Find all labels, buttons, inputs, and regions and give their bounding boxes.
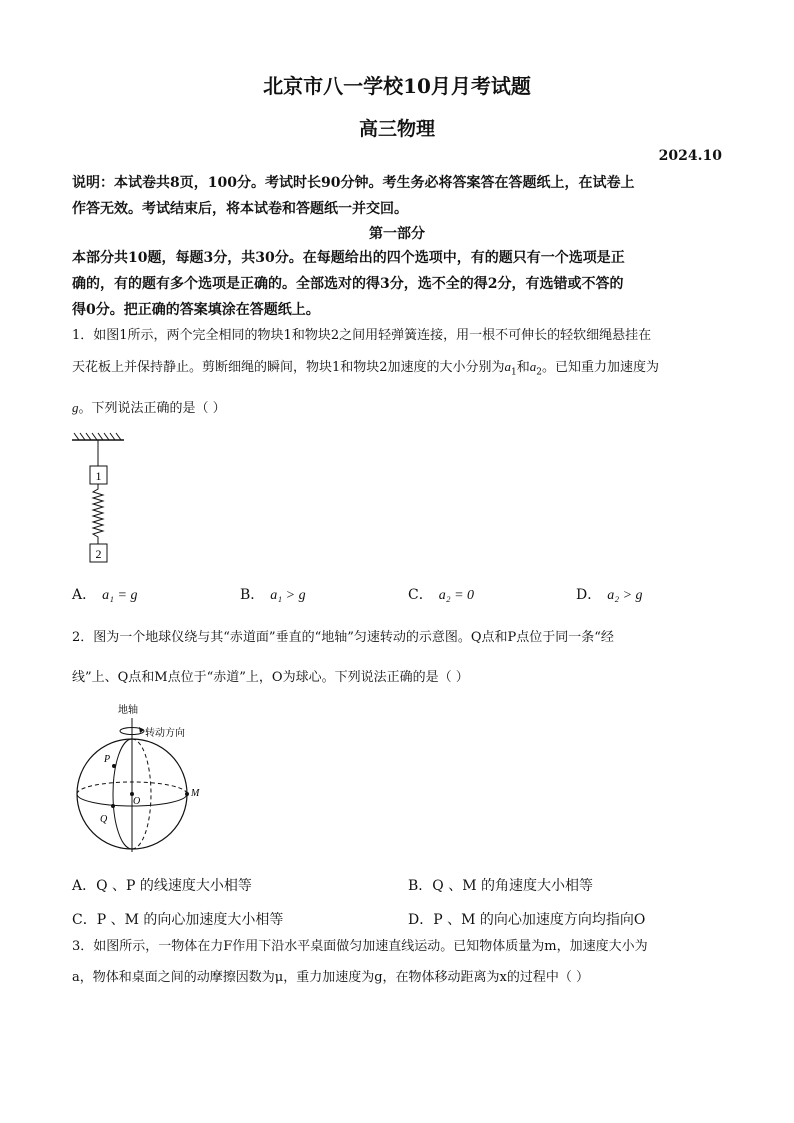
- q1-a1-symbol: a: [504, 359, 512, 374]
- q2-option-a: [72, 875, 252, 895]
- instructions-line-2: 作答无效。考试结束后，将本试卷和答题纸一并交回。: [72, 201, 408, 217]
- q1-line-2-and: 和: [516, 360, 530, 375]
- q1-option-b-expr: a₁ > g: [270, 588, 306, 603]
- point-m-label: M: [191, 788, 200, 799]
- block-2-label: 2: [95, 547, 102, 561]
- q2-globe-figure: [66, 700, 216, 858]
- q1-spring-figure: [70, 432, 130, 566]
- q2-option-c-text: P 、M 的向心加速度大小相等: [96, 912, 284, 928]
- part1-line-3: 得0分。把正确的答案填涂在答题纸上。: [72, 302, 320, 318]
- q1-a2-subscript: 2: [536, 367, 543, 378]
- q1-a1-subscript: 1: [511, 367, 517, 378]
- q2-option-c: [72, 909, 283, 929]
- instructions-line-1: 说明：本试卷共8页，100分。考试时长90分钟。考生务必将答案答在答题纸上，在试卷上: [72, 175, 635, 191]
- q1-line-2-text: 天花板上并保持静止。剪断细绳的瞬间，物块1和物块2加速度的大小分别为: [72, 360, 505, 375]
- exam-subtitle: 高三物理: [358, 118, 435, 140]
- q1-g-symbol: g: [72, 400, 79, 415]
- meridian-front: [113, 739, 132, 849]
- q1-line-2-end: 。已知重力加速度为: [542, 360, 660, 375]
- q1-option-a: [72, 584, 137, 604]
- q1-line-2: [72, 356, 659, 378]
- q1-option-a-label: A．: [72, 587, 97, 603]
- q1-option-b-label: B．: [240, 587, 265, 603]
- point-q-label: Q: [100, 814, 108, 825]
- q2-option-d-text: P 、M 的向心加速度方向均指向O: [433, 912, 646, 928]
- q1-line-3: [72, 397, 226, 416]
- q2-line-1: 2．图为一个地球仪绕与其“赤道面”垂直的“地轴”匀速转动的示意图。Q点和P点位于同一条“经: [72, 630, 614, 645]
- q1-option-c: [408, 584, 474, 604]
- q2-line-2: 线”上、Q点和M点位于“赤道”上，O为球心。下列说法正确的是（ ）: [72, 670, 469, 685]
- q1-option-d-label: D．: [576, 587, 602, 603]
- ceiling-hatch: [72, 433, 124, 440]
- block-1-label: 1: [95, 469, 102, 483]
- meridian-back: [132, 739, 151, 849]
- q1-line-1: 1．如图1所示，两个完全相同的物块1和物块2之间用轻弹簧连接，用一根不可伸长的轻软细绳悬挂在: [72, 328, 652, 343]
- q2-option-b-label: B．: [408, 878, 433, 894]
- part1-line-2: 确的，有的题有多个选项是正确的。全部选对的得3分，选不全的得2分，有选错或不答的: [72, 276, 624, 292]
- q2-option-a-label: A．: [72, 878, 97, 894]
- point-m: [185, 792, 189, 796]
- point-p: [112, 764, 116, 768]
- q2-option-d: [408, 909, 645, 929]
- part1-heading: 第一部分: [369, 226, 425, 242]
- q1-option-b: [240, 584, 306, 604]
- exam-title: 北京市八一学校10月月考试题: [263, 74, 531, 98]
- q1-line-3-text: 。下列说法正确的是（ ）: [78, 401, 226, 416]
- point-p-label: P: [104, 754, 111, 765]
- point-o-label: O: [133, 796, 141, 807]
- q1-option-c-expr: a₂ = 0: [438, 588, 475, 603]
- q1-a2-symbol: a: [529, 359, 537, 374]
- q2-option-b-text: Q 、M 的角速度大小相等: [432, 878, 594, 894]
- q1-option-a-expr: a₁ = g: [102, 588, 138, 603]
- q2-option-c-label: C．: [72, 912, 97, 928]
- exam-date: 2024.10: [658, 148, 722, 164]
- q2-option-a-text: Q 、P 的线速度大小相等: [96, 878, 252, 894]
- axis-label: 地轴: [118, 705, 138, 716]
- q3-line-2: a，物体和桌面之间的动摩擦因数为μ，重力加速度为g，在物体移动距离为x的过程中（ ）: [72, 970, 589, 985]
- q1-option-d-expr: a₂ > g: [607, 588, 643, 603]
- spring: [93, 484, 103, 544]
- rotation-label: 转动方向: [145, 728, 185, 739]
- q3-line-1: 3．如图所示，一物体在力F作用下沿水平桌面做匀加速直线运动。已知物体质量为m，加速度大小为: [72, 939, 648, 954]
- q2-option-b: [408, 875, 593, 895]
- point-q: [111, 804, 115, 808]
- q1-option-c-label: C．: [408, 587, 433, 603]
- q1-option-d: [576, 584, 643, 604]
- part1-line-1: 本部分共10题，每题3分，共30分。在每题给出的四个选项中，有的题只有一个选项是正: [72, 250, 625, 266]
- q2-option-d-label: D．: [408, 912, 434, 928]
